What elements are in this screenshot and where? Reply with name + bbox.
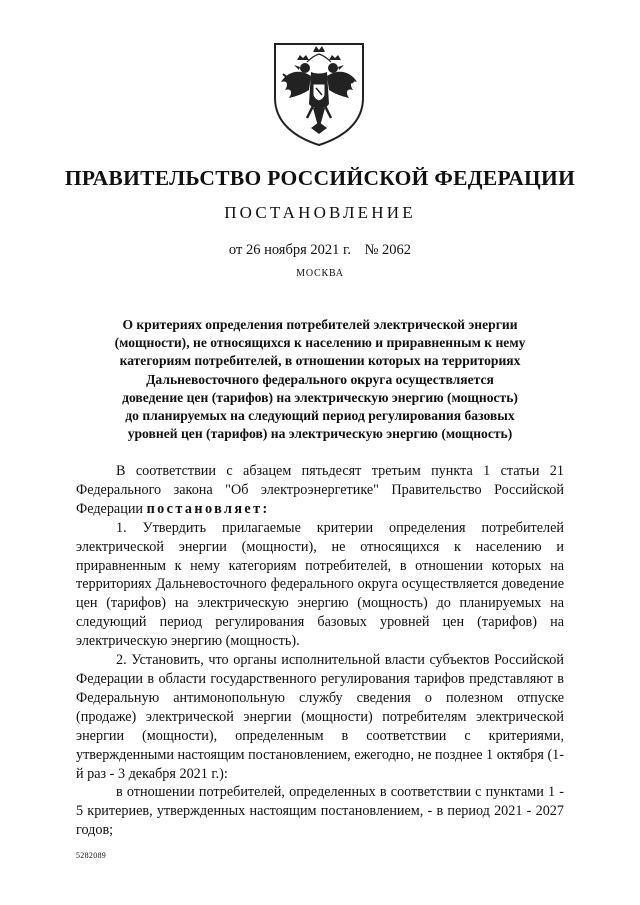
preamble-text: В соответствии с абзацем пятьдесят третьим пункта 1 статьи 21 Федерального закона "Об электроэнергетике" Правительство Российской Федерации xyxy=(76,463,564,517)
government-title: ПРАВИТЕЛЬСТВО РОССИЙСКОЙ ФЕДЕРАЦИИ xyxy=(64,166,576,190)
item-2-paragraph: 2. Установить, что органы исполнительной власти субъектов Российской Федерации в области государственного регулирования тарифов представляют в Федеральную антимонопольную службу сведения о полезном отпуске (продаже) электрической энергии (мощности) потребителям электрической энергии (мощности), определенным в соответствии с критериями, утвержденными настоящим постановлением, ежегодно, не позднее 1 октября (1-й раз - 3 декабря 2021 г.): xyxy=(76,652,564,782)
item-2-subparagraph: в отношении потребителей, определенных в соответствии с пунктами 1 - 5 критериев, утвержденных настоящим постановлением, - в период 2021 - 2027 годов; xyxy=(76,784,564,839)
preamble-paragraph xyxy=(76,462,564,519)
document-code: 5282089 xyxy=(76,851,107,860)
document-date: от 26 ноября 2021 г. xyxy=(228,242,351,258)
document-body xyxy=(76,462,564,840)
heading-line: Дальневосточного федерального округа осуществляется xyxy=(146,371,494,387)
document-number: № 2062 xyxy=(364,242,412,258)
document-heading xyxy=(90,316,550,443)
decree-word: постановляет: xyxy=(146,500,270,517)
heading-line: О критериях определения потребителей электрической энергии xyxy=(122,317,518,332)
item-1-paragraph: 1. Утвердить прилагаемые критерии определения потребителей электрической энергии (мощности), не относящихся к населению и приравненным к нему категориям потребителей, в отношении которых на территориях Дальневосточного федерального округа осуществляется доведение цен (тарифов) на электрическую энергию (мощность) до планируемых на следующий период регулирования базовых уровней цен (тарифов) на электрическую энергию (мощность). xyxy=(76,519,564,650)
heading-line: категориям потребителей, в отношении которых на территориях xyxy=(119,353,521,369)
heading-line: (мощности), не относящихся к населению и приравненным к нему xyxy=(114,335,526,351)
heading-line: уровней цен (тарифов) на электрическую энергию (мощность) xyxy=(127,426,513,442)
document-type: ПОСТАНОВЛЕНИЕ xyxy=(224,203,416,222)
document-date-number xyxy=(0,242,640,259)
heading-line: до планируемых на следующий период регулирования базовых xyxy=(125,408,515,424)
heading-line: доведение цен (тарифов) на электрическую энергию (мощность) xyxy=(122,389,518,405)
document-city: МОСКВА xyxy=(296,268,344,279)
russian-coat-of-arms-icon xyxy=(268,38,370,148)
